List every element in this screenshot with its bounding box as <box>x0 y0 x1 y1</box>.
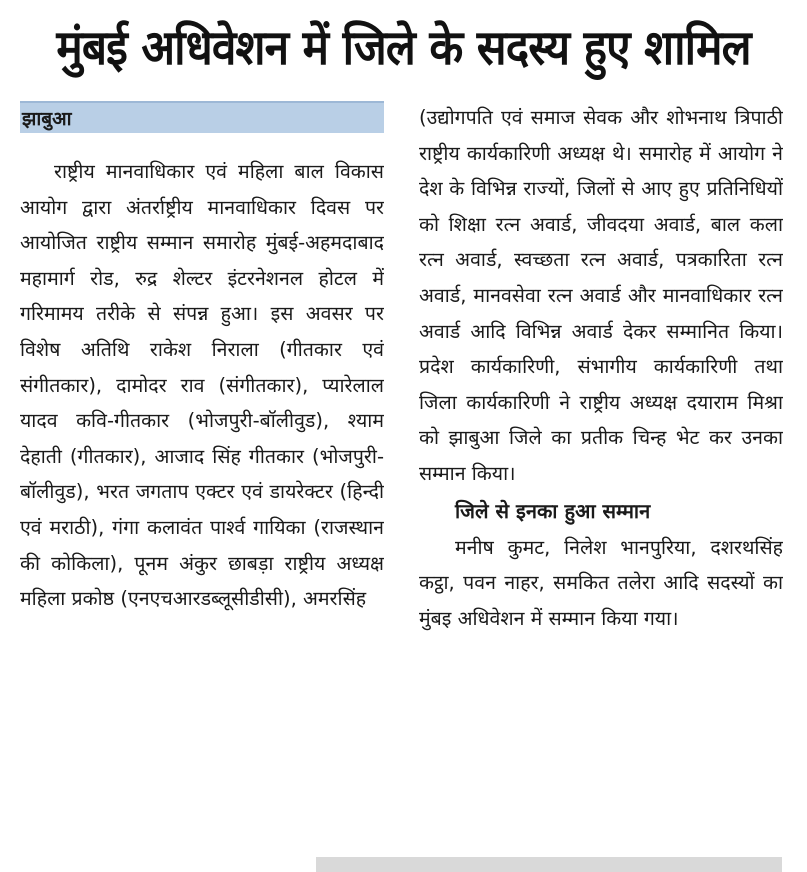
next-article-strip <box>316 857 782 872</box>
left-column <box>20 154 384 860</box>
honorees-paragraph: मनीष कुमट, निलेश भानपुरिया, दशरथसिंह कट्ठा, पवन नाहर, समकित तलेरा आदि सदस्यों का मुंबइ अधिवेशन में सम्मान किया गया। <box>419 535 783 630</box>
right-column-paragraph: (उद्योगपति एवं समाज सेवक और शोभनाथ त्रिपाठी राष्ट्रीय कार्यकारिणी अध्यक्ष थे। समारोह में आयोग ने देश के विभिन्न राज्यों, जिलों से आए हुए प्रतिनिधियों को शिक्षा रत्न अवार्ड, जीवदया अवार्ड, बाल कला रत्न अवार्ड, स्वच्छता रत्न अवार्ड, पत्रकारिता रत्न अवार्ड, मानवसेवा रत्न अवार्ड और मानवाधिकार रत्न अवार्ड आदि विभिन्न अवार्ड देकर सम्मानित किया। प्रदेश कार्यकारिणी, संभागीय कार्यकारिणी तथा जिला कार्यकारिणी ने राष्ट्रीय अध्यक्ष दयाराम मिश्रा को झाबुआ जिले का प्रतीक चिन्ह भेट कर उनका सम्मान किया। <box>419 106 783 485</box>
left-column-paragraph: राष्ट्रीय मानवाधिकार एवं महिला बाल विकास आयोग द्वारा अंतर्राष्ट्रीय मानवाधिकार दिवस पर आयोजित राष्ट्रीय सम्मान समारोह मुंबई-अहमदाबाद महामार्ग रोड, रुद्र शेल्टर इंटरनेशनल होटल में गरिमामय तरीके से संपन्न हुआ। इस अवसर पर विशेष अतिथि राकेश निराला (गीतकार एवं संगीतकार), दामोदर राव (संगीतकार), प्यारेलाल यादव कवि-गीतकार (भोजपुरी-बॉलीवुड), श्याम देहाती (गीतकार), आजाद सिंह गीतकार (भोजपुरी- बॉलीवुड), भरत जगताप एक्टर एवं डायरेक्टर (हिन्दी एवं मराठी), गंगा कलावंत पार्श्व गायिका (राजस्थान की कोकिला), पूनम अंकुर छाबड़ा राष्ट्रीय अध्यक्ष महिला प्रकोष्ठ (एनएचआरडब्लूसीडीसी), अमरसिंह <box>20 160 384 611</box>
section-subheading: जिले से इनका हुआ सम्मान <box>455 498 651 523</box>
article-headline: मुंबई अधिवेशन में जिले के सदस्य हुए शामिल <box>56 20 751 76</box>
right-column <box>419 100 783 840</box>
dateline: झाबुआ <box>20 101 384 133</box>
